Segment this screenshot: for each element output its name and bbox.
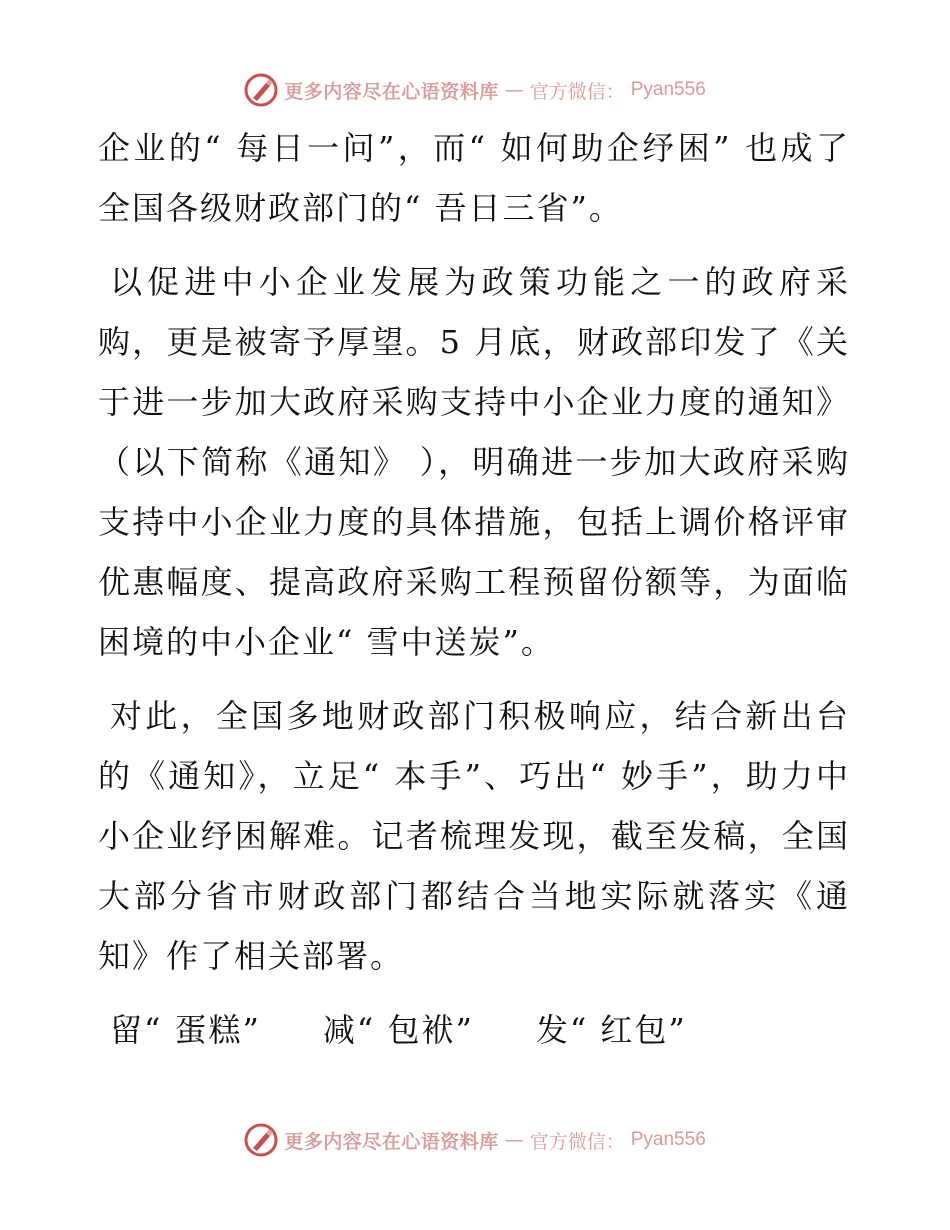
paragraph-2: 以促进中小企业发展为政策功能之一的政府采购，更是被寄予厚望。5 月底，财政部印发了《关于进一步加大政府采购支持中小企业力度的通知》（以下简称《通知》 ），明确进一步加大政府采购支持中小企业力度的具体措施，包括上调价格评审优惠幅度、提高政府采购工程预留份额等，为面临困境的中小企业“ 雪中送炭”。 xyxy=(98,263,850,661)
header-banner xyxy=(0,70,950,110)
banner-separator: — xyxy=(504,79,524,101)
footer-banner xyxy=(0,1120,950,1160)
heading-item-3: 发“ 红包” xyxy=(535,1011,687,1049)
pen-logo-icon xyxy=(244,1123,278,1157)
heading-item-2: 减“ 包袱” xyxy=(322,1011,474,1049)
pen-logo-icon xyxy=(244,73,278,107)
banner-wechat-label: 官方微信： xyxy=(529,1130,625,1153)
paragraph-1: 企业的“ 每日一问”，而“ 如何助企纾困” 也成了全国各级财政部门的“ 吾日三省”。 xyxy=(98,129,850,227)
banner-separator: — xyxy=(504,1129,524,1151)
document-body xyxy=(98,118,850,1060)
banner-wechat-id: Pyan556 xyxy=(630,79,706,100)
heading-item-1: 留“ 蛋糕” xyxy=(110,1011,261,1049)
banner-title: 更多内容尽在心语资料库 xyxy=(284,1130,499,1153)
banner-wechat-id: Pyan556 xyxy=(630,1129,706,1150)
section-heading xyxy=(98,1000,850,1060)
banner-wechat-label: 官方微信： xyxy=(529,80,625,103)
paragraph-3: 对此，全国多地财政部门积极响应，结合新出台的《通知》，立足“ 本手”、巧出“ 妙手”，助力中小企业纾困解难。记者梳理发现，截至发稿，全国大部分省市财政部门都结合当地实际就落实《通知》作了相关部署。 xyxy=(98,697,850,975)
banner-title: 更多内容尽在心语资料库 xyxy=(284,80,499,103)
